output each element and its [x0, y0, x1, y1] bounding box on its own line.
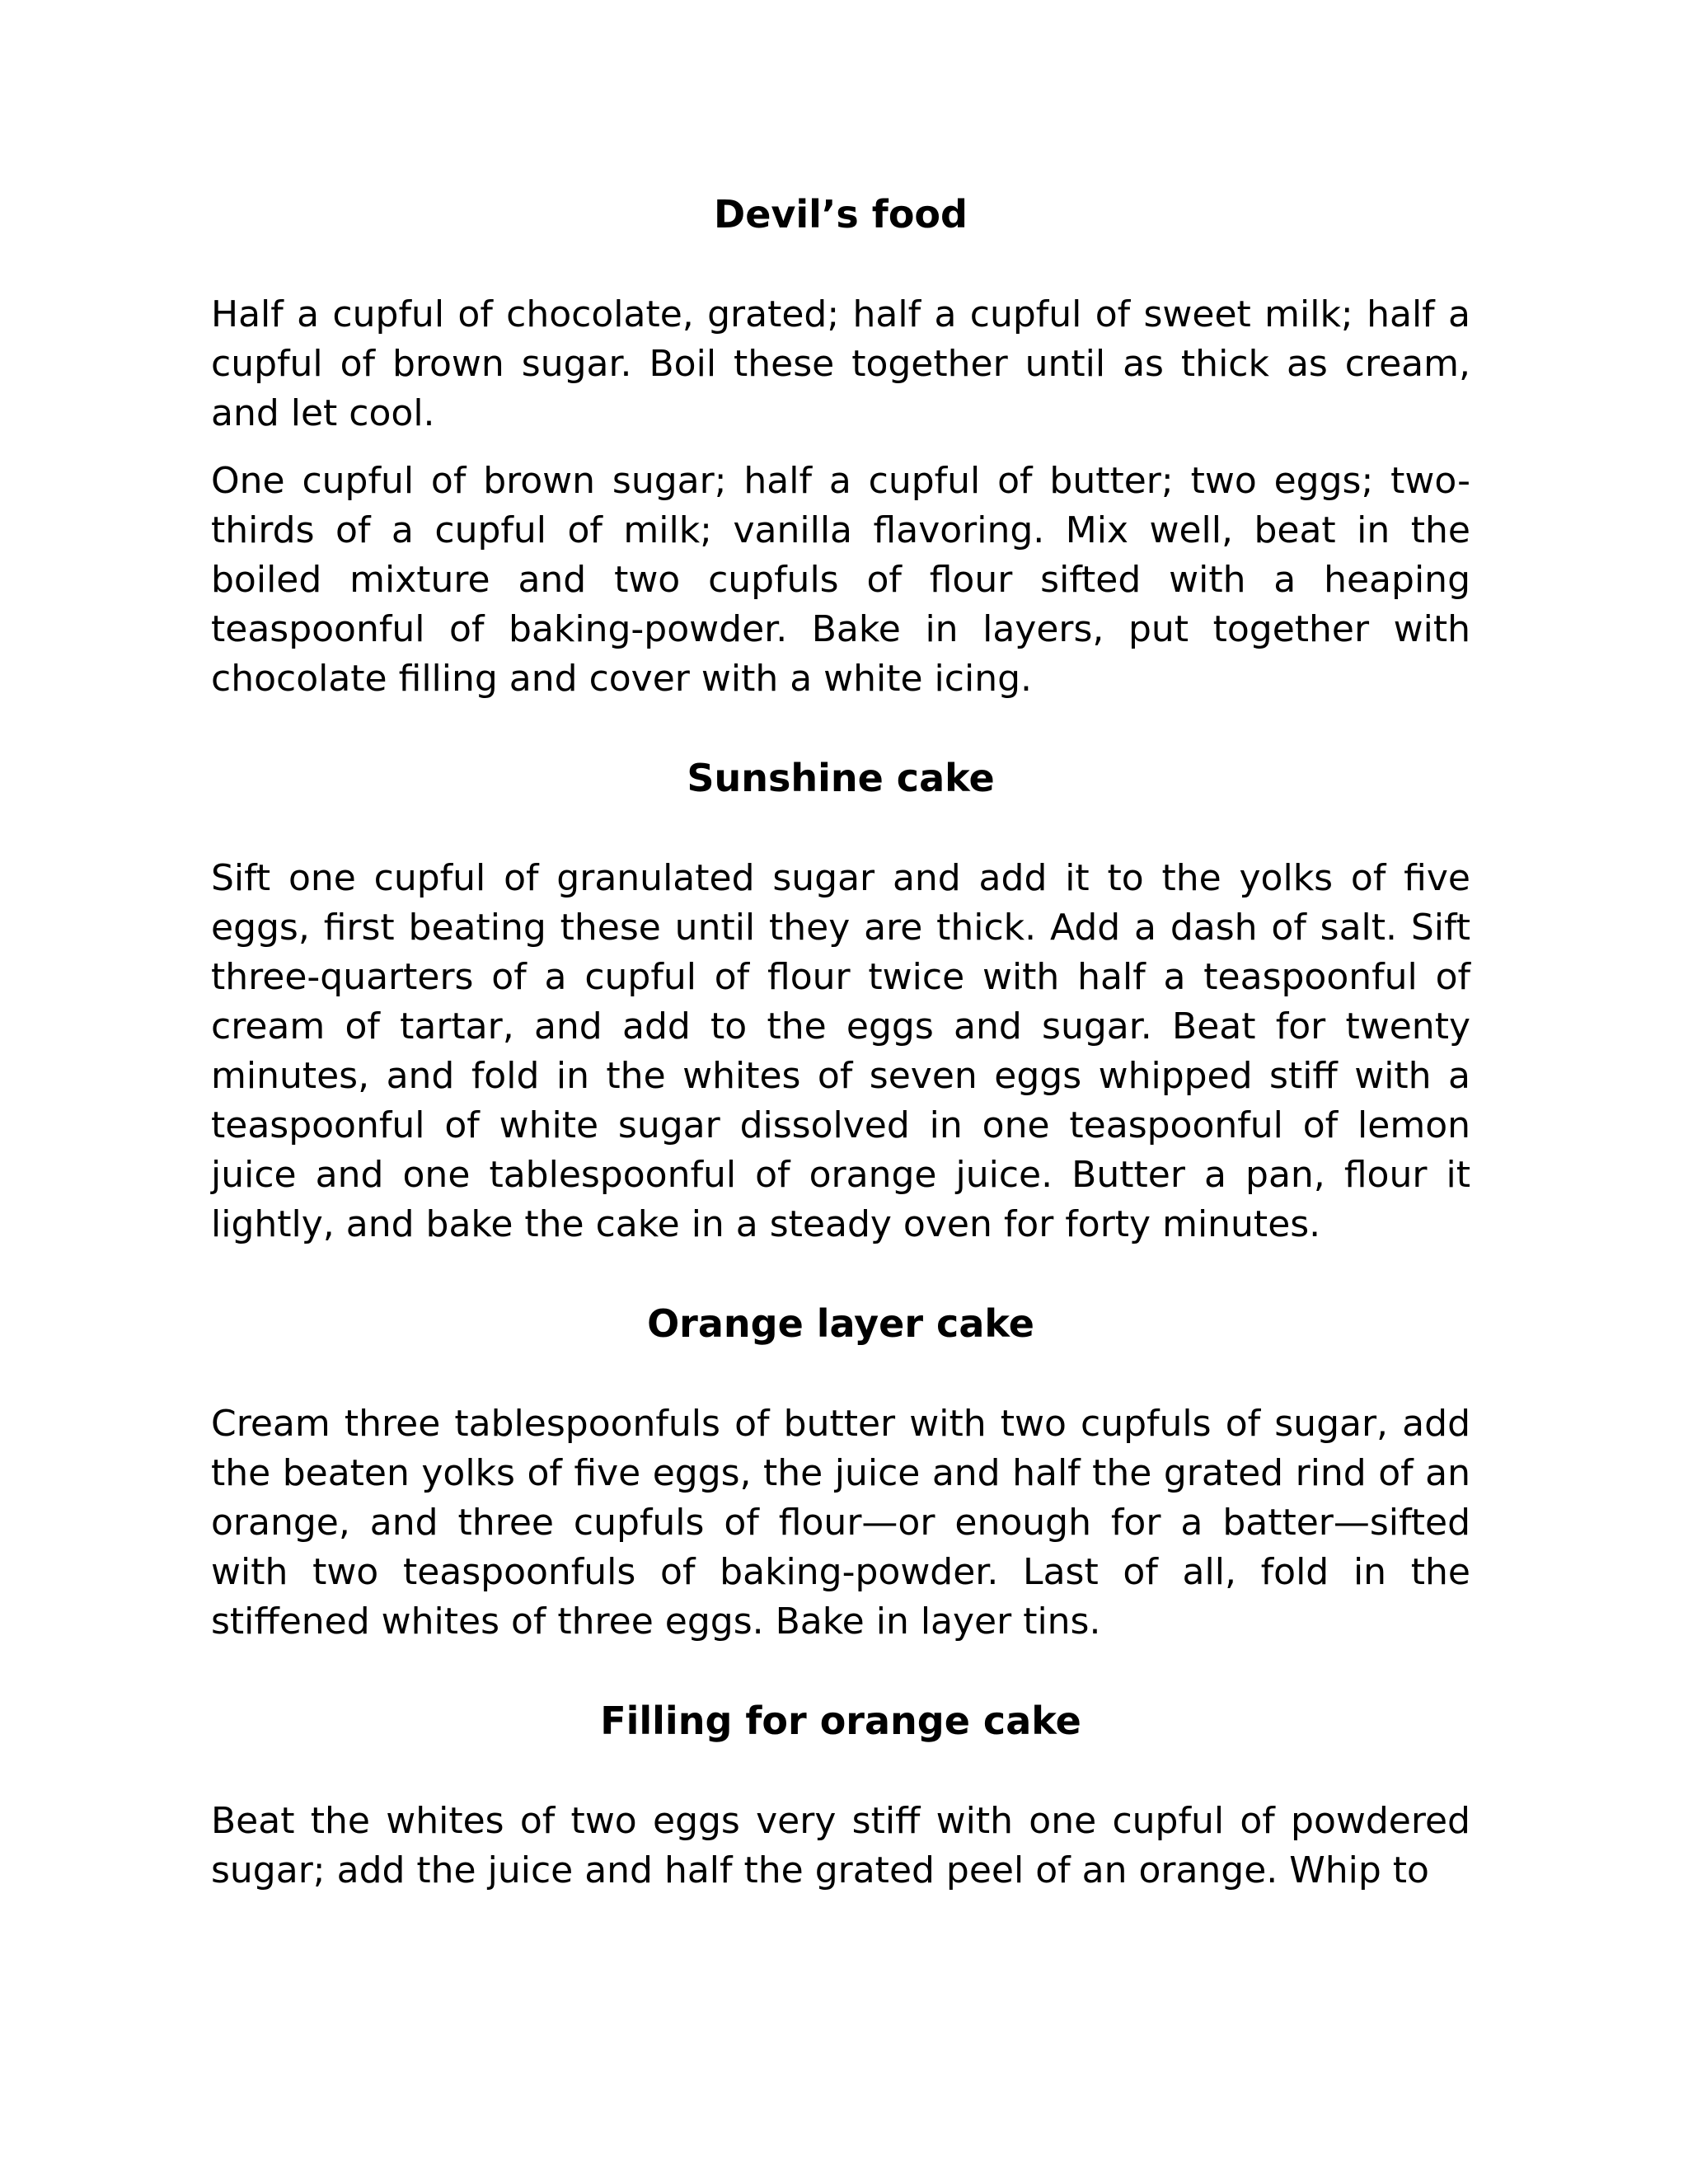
recipe-title: Devil’s food	[714, 192, 968, 237]
recipe-sunshine-cake	[211, 753, 1470, 1249]
recipe-filling-for-orange-cake	[211, 1696, 1470, 1896]
recipe-title: Orange layer cake	[647, 1301, 1034, 1346]
recipe-orange-layer-cake	[211, 1299, 1470, 1647]
recipe-paragraph: Half a cupful of chocolate, grated; half a cupful of sweet milk; half a cupful of brown sugar. Boil these together until as thick as cream, and let cool.	[211, 293, 1470, 434]
recipe-paragraph: Beat the whites of two eggs very stiff with one cupful of powdered sugar; add the juice and half the grated peel of an orange. Whip to	[211, 1800, 1470, 1891]
recipe-devils-food	[211, 190, 1470, 704]
recipe-paragraph: One cupful of brown sugar; half a cupful of butter; two eggs; two-thirds of a cupful of milk; vanilla flavoring. Mix well, beat in the boiled mixture and two cupfuls of flour sifted with a heaping teaspoonful of baking-powder. Bake in layers, put together with chocolate filling and cover with a white icing.	[211, 460, 1470, 700]
page-content	[211, 190, 1470, 1945]
recipe-paragraph: Sift one cupful of granulated sugar and add it to the yolks of five eggs, first beating these until they are thick. Add a dash of salt. Sift three-quarters of a cupful of flour twice with half a teaspoonful of cream of tartar, and add to the eggs and sugar. Beat for twenty minutes, and fold in the whites of seven eggs whipped stiff with a teaspoonful of white sugar dissolved in one teaspoonful of lemon juice and one tablespoonful of orange juice. Butter a pan, flour it lightly, and bake the cake in a steady oven for forty minutes.	[211, 857, 1470, 1245]
recipe-title: Sunshine cake	[687, 756, 995, 800]
recipe-title: Filling for orange cake	[600, 1699, 1081, 1743]
recipe-paragraph: Cream three tablespoonfuls of butter with two cupfuls of sugar, add the beaten yolks of five eggs, the juice and half the grated rind of an orange, and three cupfuls of flour—or enough for a batter—sifted with two teaspoonfuls of baking-powder. Last of all, fold in the stiffened whites of three eggs. Bake in layer tins.	[211, 1403, 1470, 1643]
